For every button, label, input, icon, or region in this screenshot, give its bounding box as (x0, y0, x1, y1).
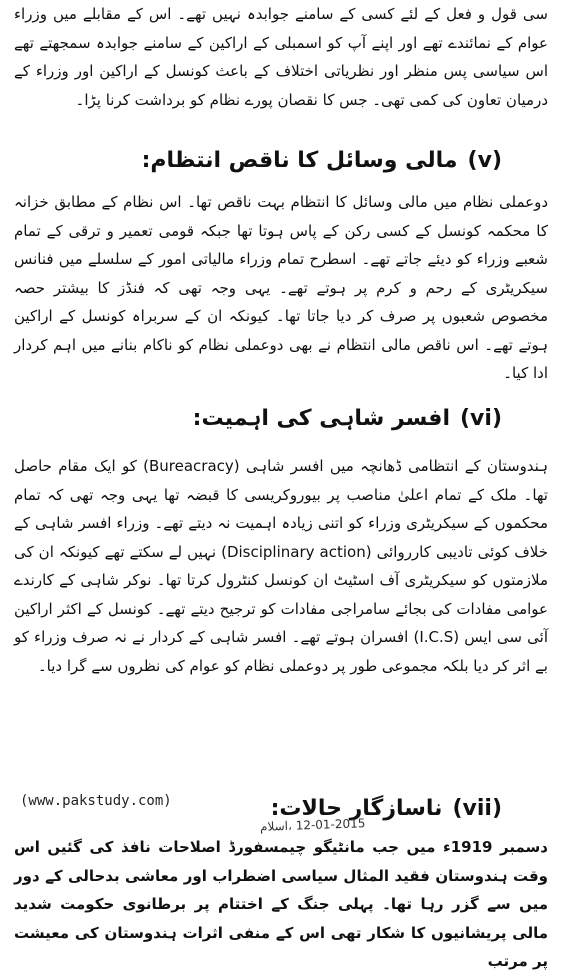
heading-vi-title: افسر شاہی کی اہمیت: (192, 406, 450, 431)
watermark-text: (www.pakstudy.com) (20, 793, 172, 809)
paragraph-unfavorable-conditions: دسمبر 1919ء میں جب مانٹیگو چیمسفورڈ اصلاحات نافذ کی گئیں اس وقت ہندوستان فقید المثال سیاسی اضطراب اور معاشی بدحالی کے دور میں سے گزر رہا تھا۔ پہلی جنگ کے اختتام پر برطانوی حکومت شدید مالی پریشانیوں کا شکار تھی اس کے منفی اثرات ہندوستان کی معیشت پر مرتب (14, 838, 548, 970)
paragraph-council-ministers: سی قول و فعل کے لئے کسی کے سامنے جوابدہ نہیں تھے۔ اس کے مقابلے میں وزراء عوام کے نمائندے تھے اور اپنے آپ کو اسمبلی کے اراکین کے سامنے جوابدہ سمجھتے تھے اس سیاسی پس منظر اور نظریاتی اختلاف کے باعث کونسل کے اراکین اور وزراء کے درمیان تعاون کی کمی تھی۔ جس کا نقصان پورے نظام کو برداشت کرنا پڑا۔ (14, 5, 548, 109)
heading-vii-title: ناسازگار حالات: (270, 796, 443, 821)
heading-vi-number: (vi) (459, 406, 502, 431)
heading-vi (193, 405, 502, 433)
heading-v-title: مالی وسائل کا ناقص انتظام: (141, 148, 458, 173)
paragraph-financial-management: دوعملی نظام میں مالی وسائل کا انتظام بہت ناقص تھا۔ اس نظام کے مطابق خزانہ کا محکمہ کونسل کے کسی رکن کے پاس ہوتا تھا جبکہ قومی تعمیر و ترقی کے تمام شعبے وزراء کو دیئے جاتے تھے۔ اسطرح تمام وزراء مالیاتی امور کے سلسلے میں فنانس سیکریٹری کے رحم و کرم پر ہوتے تھے۔ یہی وجہ تھی کہ فنڈز کا بیشتر حصہ مخصوص شعبوں پر صرف کر دیا جاتا تھا۔ کیونکہ ان کے سربراہ کونسل کے اراکین ہوتے تھے۔ اس ناقص مالی انتظام نے بھی دوعملی نظام کو ناکام بنانے میں اہم کردار ادا کیا۔ (14, 193, 548, 382)
paragraph-bureaucracy: ہندوستان کے انتظامی ڈھانچہ میں افسر شاہی (Bureacracy) کو ایک مقام حاصل تھا۔ ملک کے تمام اعلیٰ مناصب پر بیوروکریسی کا قبضہ تھا یہی وجہ تھی کہ تمام محکموں کے سیکریٹری وزراء کو اتنی زیادہ اہمیت نہ دیتے تھے۔ وزراء افسر شاہی کے خلاف کوئی تادیبی کارروائی (Disciplinary action) نہیں لے سکتے تھے کیونکہ ان کی ملازمتوں کو سیکریٹری آف اسٹیٹ ان کونسل کنٹرول کرتا تھا۔ نوکر شاہی کے کارندے عوامی مفادات کی بجائے سامراجی مفادات کو ترجیح دیتے تھے۔ کونسل کے اکثر اراکین آئی سی ایس (I.C.S) افسران ہوتے تھے۔ افسر شاہی کے کردار نے نہ صرف وزراء کو بے اثر کر دیا بلکہ مجموعی طور پر دوعملی نظام کو عوام کی نظروں سے گرا دیا۔ (14, 457, 548, 675)
stamp-text: 12-01-2015 ،اسلام (259, 816, 366, 834)
heading-v-number: (v) (467, 148, 502, 173)
heading-vii-number: (vii) (452, 796, 502, 821)
heading-v (142, 147, 502, 175)
